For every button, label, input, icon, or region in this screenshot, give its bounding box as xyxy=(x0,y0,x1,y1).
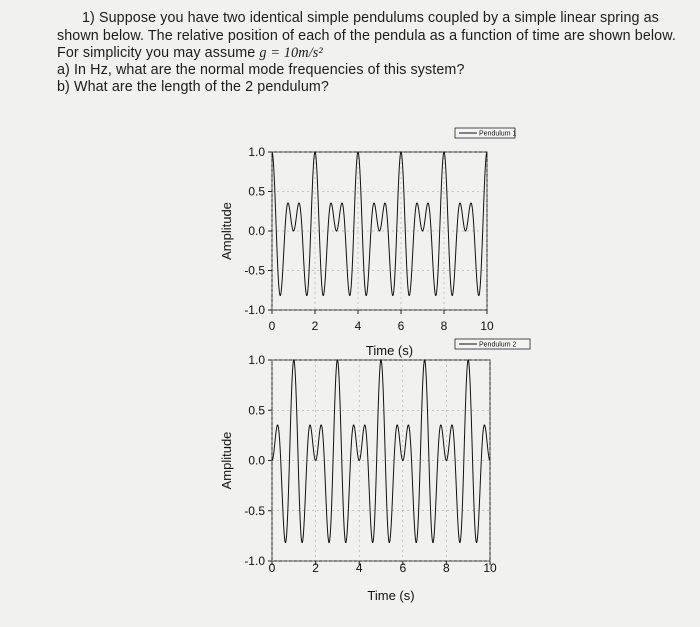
question-line-5: b) What are the length of the 2 pendulum? xyxy=(57,79,329,95)
y-tick-label: -1.0 xyxy=(244,554,265,568)
y-axis-label: Amplitude xyxy=(219,431,234,490)
question-line-4: a) In Hz, what are the normal mode frequencies of this system? xyxy=(57,62,465,78)
x-axis-label: Time (s) xyxy=(367,588,415,603)
legend-label: Pendulum 1 xyxy=(479,130,517,138)
question-line-2: shown below. The relative position of each of the pendula as a function of time are shown below. xyxy=(57,28,676,44)
question-line-1: 1) Suppose you have two identical simple pendulums coupled by a simple linear spring as xyxy=(82,10,659,26)
y-tick-label: -0.5 xyxy=(244,263,265,278)
x-tick-label: 6 xyxy=(399,561,407,575)
y-tick-label: 1.0 xyxy=(248,145,265,159)
series-line xyxy=(272,152,487,296)
legend-label: Pendulum 2 xyxy=(479,341,517,349)
y-tick-label: 0.5 xyxy=(248,184,265,199)
x-tick-label: 0 xyxy=(268,319,276,333)
y-tick-label: -0.5 xyxy=(244,503,265,518)
x-tick-label: 6 xyxy=(397,319,405,333)
y-tick-label: 0.0 xyxy=(248,224,265,238)
x-tick-label: 10 xyxy=(480,319,494,333)
chart-pendulum-2 xyxy=(219,339,530,603)
x-tick-label: 4 xyxy=(354,319,362,333)
y-tick-label: 0.5 xyxy=(248,403,265,418)
y-tick-label: -1.0 xyxy=(244,303,265,317)
x-axis-label: Time (s) xyxy=(365,343,414,358)
x-tick-label: 0 xyxy=(268,561,276,575)
y-tick-label: 1.0 xyxy=(248,353,265,367)
y-axis-label: Amplitude xyxy=(219,202,234,260)
y-tick-label: 0.0 xyxy=(248,453,265,468)
x-tick-label: 4 xyxy=(355,561,363,575)
x-tick-label: 2 xyxy=(312,561,319,575)
x-tick-label: 10 xyxy=(483,561,497,575)
x-tick-label: 8 xyxy=(443,561,450,575)
x-tick-label: 8 xyxy=(440,319,448,333)
x-tick-label: 2 xyxy=(311,319,319,333)
gravity-value: g = 10m/s² xyxy=(259,45,323,61)
series-line xyxy=(272,360,490,543)
question-line-3-text: For simplicity you may assume xyxy=(57,45,260,61)
chart-pendulum-1 xyxy=(219,128,516,358)
